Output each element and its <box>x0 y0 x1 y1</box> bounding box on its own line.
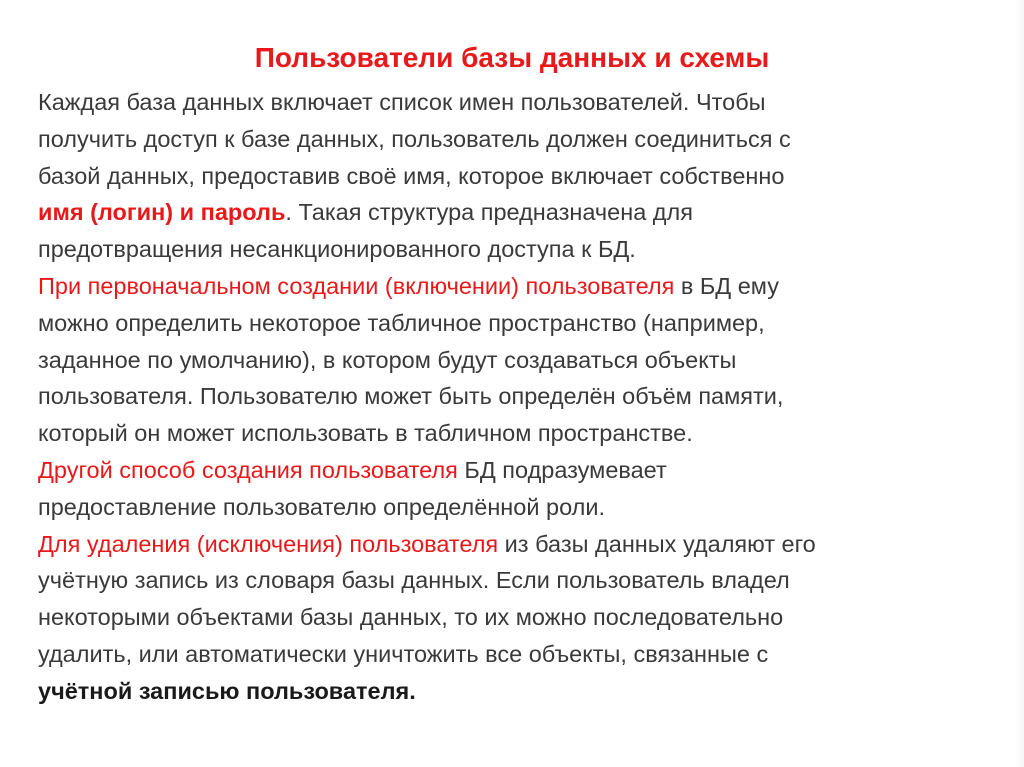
highlight-other-method: Другой способ создания пользователя <box>38 456 458 483</box>
text-line: базой данных, предоставив своё имя, которое включает собственно <box>38 162 785 189</box>
paragraph-user-deletion <box>38 526 998 710</box>
paragraph-user-creation <box>38 268 998 452</box>
highlight-account-record: учётной записью пользователя. <box>38 677 416 704</box>
text-line: БД подразумевает <box>457 456 667 483</box>
text-line: получить доступ к базе данных, пользователь должен соединиться с <box>38 125 791 152</box>
paragraph-role-creation <box>38 452 998 526</box>
slide-title: Пользователи базы данных и схемы <box>254 42 770 73</box>
text-line: некоторыми объектами базы данных, то их можно последовательно <box>38 604 784 631</box>
text-line: учётную запись из словаря базы данных. Если пользователь владел <box>38 567 790 594</box>
text-line: в БД ему <box>674 272 779 299</box>
text-line: из базы данных удаляют его <box>498 530 816 557</box>
text-line: предоставление пользователю определённой роли. <box>38 493 605 520</box>
highlight-login-password: имя (логин) и пароль <box>38 199 286 226</box>
text-line: который он может использовать в табличном пространстве. <box>38 420 693 447</box>
text-line: можно определить некоторое табличное пространство (например, <box>38 309 765 336</box>
slide-body <box>38 84 998 710</box>
text-line: предотвращения несанкционированного доступа к БД. <box>38 236 636 263</box>
text-line: удалить, или автоматически уничтожить все объекты, связанные с <box>38 640 769 667</box>
text-line: Каждая база данных включает список имен пользователей. Чтобы <box>38 89 766 115</box>
text-line: пользователя. Пользователю может быть определён объём памяти, <box>38 383 784 410</box>
text-line: заданное по умолчанию), в котором будут создаваться объекты <box>38 346 737 373</box>
highlight-deletion: Для удаления (исключения) пользователя <box>38 530 499 557</box>
highlight-initial-creation: При первоначальном создании (включении) пользователя <box>38 272 675 299</box>
paragraph-user-list <box>38 84 998 268</box>
text-line: . Такая структура предназначена для <box>285 199 693 226</box>
